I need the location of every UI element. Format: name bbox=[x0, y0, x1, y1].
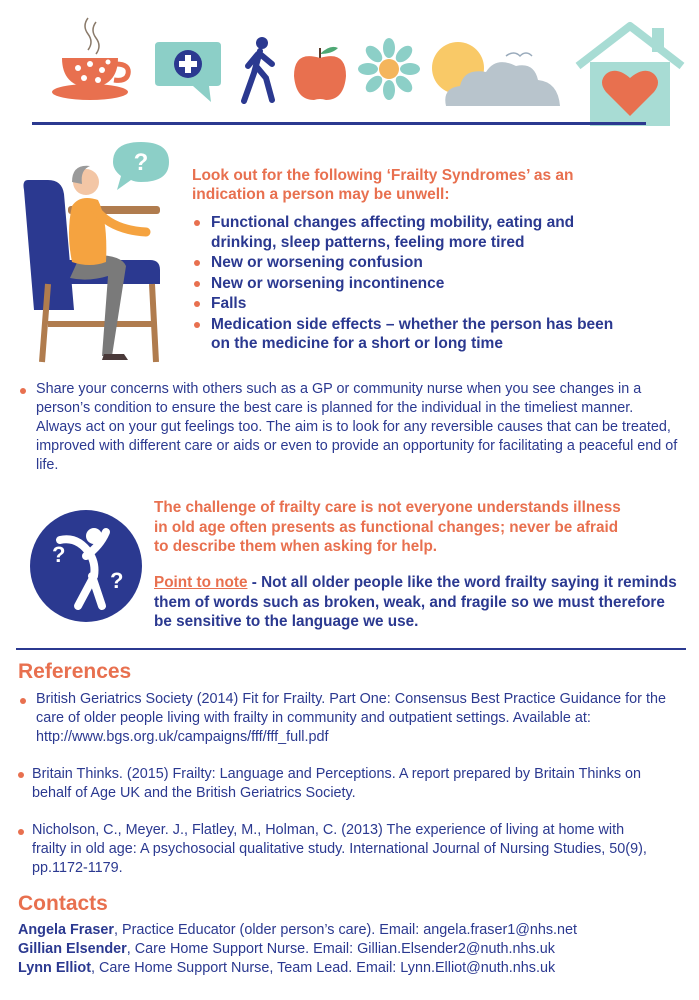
svg-text:?: ? bbox=[52, 542, 66, 567]
section-divider bbox=[16, 648, 686, 650]
apple-icon bbox=[292, 40, 348, 102]
list-item: New or worsening incontinence bbox=[192, 274, 632, 294]
contact-details: , Practice Educator (older person’s care). Email: angela.fraser1@nhs.net bbox=[113, 922, 578, 938]
contacts-title: Contacts bbox=[18, 892, 108, 915]
elderly-person-in-chair-illustration bbox=[20, 160, 172, 370]
speech-plus-icon bbox=[153, 38, 223, 104]
point-to-note bbox=[154, 573, 684, 632]
stretching-person-icon bbox=[30, 510, 142, 622]
contact-name: Angela Fraser bbox=[18, 922, 114, 938]
contact-row bbox=[18, 940, 555, 959]
walking-person-icon bbox=[236, 36, 284, 104]
point-to-note-label: Point to note bbox=[154, 574, 248, 591]
list-item: New or worsening confusion bbox=[192, 253, 632, 273]
list-item: Medication side effects – whether the person has been on the medicine for a short or long time bbox=[192, 315, 632, 354]
point-to-note-text: - Not all older people like the word frailty saying it reminds them of words such as broken, weak, and fragile so we must therefore be sensitive to the language we use. bbox=[154, 574, 677, 630]
flower-icon bbox=[358, 38, 420, 100]
reference-item: Britain Thinks. (2015) Frailty: Language and Perceptions. A report prepared by Britain Thinks on behalf of Age UK and the British Geriatrics Society. bbox=[32, 766, 642, 801]
contact-name: Lynn Elliot bbox=[18, 960, 92, 976]
list-item: Falls bbox=[192, 294, 632, 314]
contact-row bbox=[18, 921, 577, 940]
top-divider bbox=[32, 122, 646, 125]
syndromes-list bbox=[192, 213, 632, 355]
bullet-dot bbox=[18, 772, 24, 778]
share-concerns-paragraph: Share your concerns with others such as a GP or community nurse when you see changes in a person’s condition to ensure the best care is planned for the individual in the timeliest manner. Always act on your gut feelings too. The aim is to look for any reversible causes that can be treated, improved with different care or aids or even to provide an opportunity for facilitating a peaceful end of life. bbox=[36, 381, 678, 473]
teacup-icon bbox=[50, 14, 138, 102]
contact-name: Gillian Elsender bbox=[18, 941, 127, 957]
house-heart-icon bbox=[574, 20, 686, 126]
references-title: References bbox=[18, 660, 132, 683]
bullet-dot bbox=[20, 388, 26, 394]
contact-details: , Care Home Support Nurse, Team Lead. Email: Lynn.Elliot@nuth.nhs.uk bbox=[91, 960, 556, 976]
syndromes-heading: Look out for the following ‘Frailty Syndromes’ as an indication a person may be unwell: bbox=[192, 167, 574, 203]
contact-row bbox=[18, 959, 555, 978]
contact-details: , Care Home Support Nurse. Email: Gillian.Elsender2@nuth.nhs.uk bbox=[126, 941, 555, 957]
sun-cloud-icon bbox=[428, 40, 576, 110]
reference-item: British Geriatrics Society (2014) Fit for Frailty. Part One: Consensus Best Practice Guidance for the care of older people living with frailty in community and outpatient settings. Available at: http://www.bgs.org.uk/campaigns/fff/fff_full.pdf bbox=[36, 691, 666, 745]
svg-text:?: ? bbox=[110, 568, 124, 593]
bullet-dot bbox=[18, 829, 24, 835]
reference-item: Nicholson, C., Meyer. J., Flatley, M., Holman, C. (2013) The experience of living at home with frailty in old age: A psychosocial qualitative study. International Journal of Nursing Studies, 50(9), pp.1172-1179. bbox=[32, 822, 647, 876]
svg-text:?: ? bbox=[133, 149, 149, 176]
challenge-text: The challenge of frailty care is not everyone understands illness in old age often presents as functional changes; never be afraid to describe them when asking for help. bbox=[154, 499, 621, 555]
list-item: Functional changes affecting mobility, eating and drinking, sleep patterns, feeling more tired bbox=[192, 213, 632, 252]
bullet-dot bbox=[20, 698, 26, 704]
